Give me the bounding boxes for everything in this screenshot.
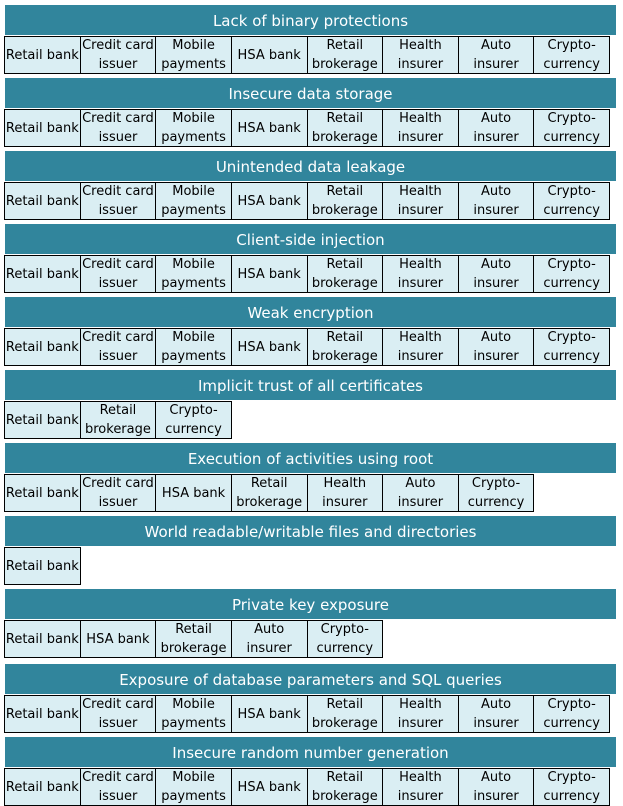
app-category-cell: Retail bank xyxy=(4,474,81,512)
app-category-row xyxy=(4,547,617,585)
vulnerability-block xyxy=(4,223,617,293)
vulnerability-block xyxy=(4,296,617,366)
app-category-cell: HSA bank xyxy=(231,768,308,806)
app-category-cell: Retail bank xyxy=(4,255,81,293)
app-category-cell: Auto insurer xyxy=(231,620,308,658)
app-category-cell: Retail bank xyxy=(4,401,81,439)
app-category-cell: Auto insurer xyxy=(458,768,535,806)
app-category-cell: Health insurer xyxy=(382,109,459,147)
app-category-cell: Health insurer xyxy=(307,474,384,512)
app-category-cell: Retail bank xyxy=(4,768,81,806)
app-category-row xyxy=(4,401,617,439)
app-category-cell: Crypto- currency xyxy=(533,695,610,733)
app-category-cell: Retail bank xyxy=(4,109,81,147)
app-category-cell: Retail brokerage xyxy=(307,182,384,220)
vulnerability-title: World readable/writable files and directories xyxy=(4,515,617,547)
app-category-cell: Credit card issuer xyxy=(80,695,157,733)
app-category-cell: Crypto- currency xyxy=(533,182,610,220)
app-category-cell: Crypto- currency xyxy=(533,768,610,806)
app-category-cell: Retail brokerage xyxy=(307,255,384,293)
app-category-cell: Retail bank xyxy=(4,36,81,74)
vulnerability-block xyxy=(4,736,617,806)
app-category-cell: Auto insurer xyxy=(458,182,535,220)
app-category-cell: Auto insurer xyxy=(458,255,535,293)
app-category-cell: Retail brokerage xyxy=(307,109,384,147)
app-category-cell: Credit card issuer xyxy=(80,328,157,366)
app-category-row xyxy=(4,36,617,74)
vulnerability-block xyxy=(4,150,617,220)
app-category-cell: HSA bank xyxy=(155,474,232,512)
app-category-cell: Retail brokerage xyxy=(80,401,157,439)
app-category-cell: Health insurer xyxy=(382,695,459,733)
vulnerability-title: Exposure of database parameters and SQL queries xyxy=(4,663,617,695)
app-category-row xyxy=(4,182,617,220)
app-category-cell: Crypto- currency xyxy=(533,109,610,147)
vulnerability-block xyxy=(4,77,617,147)
app-category-cell: Health insurer xyxy=(382,768,459,806)
app-category-cell: Retail bank xyxy=(4,547,81,585)
app-category-cell: Credit card issuer xyxy=(80,255,157,293)
app-category-cell: Retail bank xyxy=(4,182,81,220)
app-category-cell: Credit card issuer xyxy=(80,182,157,220)
vulnerability-title: Client-side injection xyxy=(4,223,617,255)
vulnerability-block xyxy=(4,663,617,733)
vulnerability-title: Unintended data leakage xyxy=(4,150,617,182)
app-category-cell: Crypto- currency xyxy=(155,401,232,439)
app-category-row xyxy=(4,695,617,733)
app-category-row xyxy=(4,328,617,366)
vulnerability-title: Weak encryption xyxy=(4,296,617,328)
app-category-cell: Health insurer xyxy=(382,36,459,74)
app-category-cell: Health insurer xyxy=(382,255,459,293)
app-category-cell: Credit card issuer xyxy=(80,474,157,512)
vulnerability-title: Insecure data storage xyxy=(4,77,617,109)
app-category-cell: Auto insurer xyxy=(458,36,535,74)
app-category-row xyxy=(4,474,617,512)
app-category-row xyxy=(4,768,617,806)
app-category-cell: Credit card issuer xyxy=(80,768,157,806)
app-category-cell: Retail brokerage xyxy=(307,328,384,366)
vulnerability-block xyxy=(4,442,617,512)
app-category-cell: HSA bank xyxy=(231,182,308,220)
app-category-cell: Auto insurer xyxy=(382,474,459,512)
app-category-row xyxy=(4,255,617,293)
vulnerability-block xyxy=(4,515,617,585)
app-category-cell: Crypto- currency xyxy=(533,255,610,293)
vulnerability-title: Insecure random number generation xyxy=(4,736,617,768)
app-category-cell: HSA bank xyxy=(231,255,308,293)
vulnerability-title: Execution of activities using root xyxy=(4,442,617,474)
app-category-cell: HSA bank xyxy=(231,109,308,147)
app-category-cell: Crypto- currency xyxy=(458,474,535,512)
app-category-cell: Mobile payments xyxy=(155,36,232,74)
app-category-cell: HSA bank xyxy=(80,620,157,658)
app-category-cell: Retail brokerage xyxy=(155,620,232,658)
app-category-cell: Auto insurer xyxy=(458,695,535,733)
app-category-cell: HSA bank xyxy=(231,36,308,74)
app-category-cell: Retail brokerage xyxy=(307,36,384,74)
app-category-cell: HSA bank xyxy=(231,695,308,733)
app-category-cell: Credit card issuer xyxy=(80,36,157,74)
vulnerability-title: Implicit trust of all certificates xyxy=(4,369,617,401)
app-category-cell: Health insurer xyxy=(382,182,459,220)
vulnerability-block xyxy=(4,369,617,439)
app-category-cell: Retail bank xyxy=(4,620,81,658)
app-category-cell: Mobile payments xyxy=(155,328,232,366)
app-category-cell: Retail brokerage xyxy=(231,474,308,512)
vulnerability-table xyxy=(4,4,617,806)
app-category-cell: HSA bank xyxy=(231,328,308,366)
app-category-cell: Retail bank xyxy=(4,328,81,366)
app-category-cell: Crypto- currency xyxy=(533,36,610,74)
app-category-cell: Health insurer xyxy=(382,328,459,366)
app-category-cell: Credit card issuer xyxy=(80,109,157,147)
app-category-cell: Auto insurer xyxy=(458,328,535,366)
vulnerability-block xyxy=(4,4,617,74)
vulnerability-title: Lack of binary protections xyxy=(4,4,617,36)
app-category-row xyxy=(4,620,617,658)
app-category-cell: Mobile payments xyxy=(155,695,232,733)
app-category-cell: Crypto- currency xyxy=(533,328,610,366)
vulnerability-title: Private key exposure xyxy=(4,588,617,620)
app-category-cell: Mobile payments xyxy=(155,768,232,806)
app-category-cell: Retail brokerage xyxy=(307,768,384,806)
app-category-cell: Auto insurer xyxy=(458,109,535,147)
app-category-cell: Crypto- currency xyxy=(307,620,384,658)
app-category-row xyxy=(4,109,617,147)
vulnerability-block xyxy=(4,588,617,658)
app-category-cell: Mobile payments xyxy=(155,255,232,293)
app-category-cell: Mobile payments xyxy=(155,182,232,220)
app-category-cell: Mobile payments xyxy=(155,109,232,147)
app-category-cell: Retail brokerage xyxy=(307,695,384,733)
app-category-cell: Retail bank xyxy=(4,695,81,733)
